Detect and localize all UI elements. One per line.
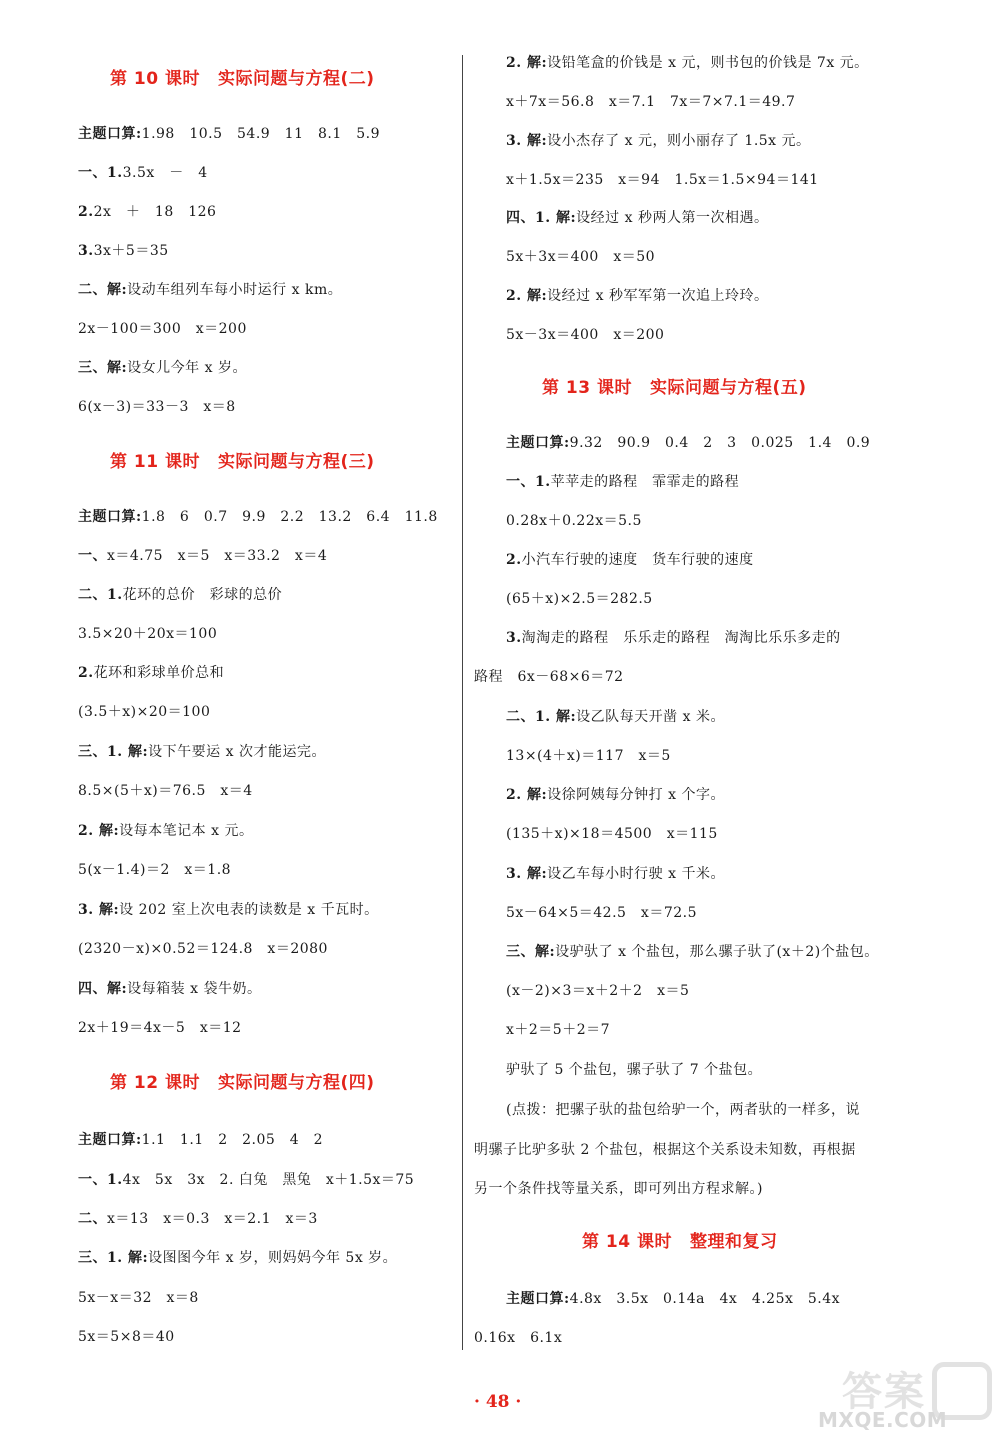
- answer-line: 3. 解:设小杰存了 x 元，则小丽存了 1.5x 元。: [506, 133, 811, 149]
- lesson-number: 第 14 课时: [582, 1232, 672, 1252]
- answer-line: 2. 解:设铅笔盒的价钱是 x 元，则书包的价钱是 7x 元。: [506, 55, 869, 71]
- lesson-topic: 实际问题与方程(二): [218, 69, 375, 89]
- lesson-number: 第 13 课时: [542, 378, 632, 398]
- lesson-topic: 实际问题与方程(四): [218, 1073, 375, 1093]
- answer-line: 5x＝5×8＝40: [78, 1329, 175, 1345]
- answer-line: 2x－100＝300 x＝200: [78, 321, 247, 337]
- answer-line: 二、解:设动车组列车每小时运行 x km。: [78, 282, 343, 298]
- answer-line: 3. 解:设 202 室上次电表的读数是 x 千瓦时。: [78, 902, 379, 918]
- answer-line: 另一个条件找等量关系，即可列出方程求解。): [474, 1181, 763, 1197]
- answer-line: 13×(4＋x)＝117 x＝5: [506, 748, 671, 764]
- answer-line: 2.2x ＋ 18 126: [78, 204, 217, 220]
- answer-line: x＋2＝5＋2＝7: [506, 1022, 611, 1038]
- answer-line: 一、1.4x 5x 3x 2. 白兔 黑兔 x＋1.5x＝75: [78, 1172, 415, 1188]
- lesson-topic: 整理和复习: [690, 1232, 778, 1252]
- lesson-12-title: [110, 1072, 375, 1094]
- answer-line: (点拨：把骡子驮的盐包给驴一个，两者驮的一样多，说: [506, 1102, 860, 1118]
- answer-line: 0.28x＋0.22x＝5.5: [506, 513, 642, 529]
- page-number: · 48 ·: [474, 1392, 522, 1412]
- answer-line: (135＋x)×18＝4500 x＝115: [506, 826, 718, 842]
- answer-line: 一、x＝4.75 x＝5 x＝33.2 x＝4: [78, 548, 328, 564]
- lesson-number: 第 12 课时: [110, 1073, 200, 1093]
- answer-line: 明骡子比驴多驮 2 个盐包，根据这个关系设未知数，再根据: [474, 1142, 856, 1158]
- lesson-11-title: [110, 451, 375, 473]
- answer-line: 主题口算:1.1 1.1 2 2.05 4 2: [78, 1132, 324, 1148]
- answer-line: 三、1. 解:设下午要运 x 次才能运完。: [78, 744, 326, 760]
- watermark-site: MXQE.COM: [818, 1408, 948, 1432]
- answer-line: 2.小汽车行驶的速度 货车行驶的速度: [506, 552, 754, 568]
- answer-line: 三、解:设驴驮了 x 个盐包，那么骡子驮了(x＋2)个盐包。: [506, 944, 879, 960]
- answer-line: 5x＋3x＝400 x＝50: [506, 249, 656, 265]
- answer-line: 2x＋19＝4x－5 x＝12: [78, 1020, 242, 1036]
- answer-line: 6(x－3)＝33－3 x＝8: [78, 399, 236, 415]
- answer-line: 5x－64×5＝42.5 x＝72.5: [506, 905, 697, 921]
- answer-line: 二、1.花环的总价 彩球的总价: [78, 587, 283, 603]
- answer-line: 3. 解:设乙车每小时行驶 x 千米。: [506, 866, 725, 882]
- lesson-number: 第 10 课时: [110, 69, 200, 89]
- answer-line: 二、x＝13 x＝0.3 x＝2.1 x＝3: [78, 1211, 318, 1227]
- answer-line: 8.5×(5＋x)＝76.5 x＝4: [78, 783, 253, 799]
- watermark-logo: 答案: [842, 1369, 926, 1415]
- lesson-topic: 实际问题与方程(三): [218, 452, 375, 472]
- answer-line: x＋7x＝56.8 x＝7.1 7x＝7×7.1＝49.7: [506, 94, 796, 110]
- lesson-number: 第 11 课时: [110, 452, 200, 472]
- answer-line: 2.花环和彩球单价总和: [78, 665, 225, 681]
- answer-line: 主题口算:1.8 6 0.7 9.9 2.2 13.2 6.4 11.8: [78, 509, 438, 525]
- lesson-13-title: [542, 377, 807, 399]
- answer-line: 四、解:设每箱装 x 袋牛奶。: [78, 981, 262, 997]
- page-number-value: 48: [485, 1392, 510, 1412]
- answer-line: 四、1. 解:设经过 x 秒两人第一次相遇。: [506, 210, 769, 226]
- answer-line: 一、1.3.5x － 4: [78, 165, 208, 181]
- answer-line: 主题口算:1.98 10.5 54.9 11 8.1 5.9: [78, 126, 381, 142]
- lesson-10-title: [110, 68, 375, 90]
- answer-line: 3.5×20＋20x＝100: [78, 626, 218, 642]
- answer-line: 3.3x＋5＝35: [78, 243, 169, 259]
- lesson-topic: 实际问题与方程(五): [650, 378, 807, 398]
- answer-line: (65＋x)×2.5＝282.5: [506, 591, 653, 607]
- lesson-14-title: [582, 1231, 778, 1253]
- answer-line: (x－2)×3＝x＋2＋2 x＝5: [506, 983, 690, 999]
- answer-line: 2. 解:设徐阿姨每分钟打 x 个字。: [506, 787, 725, 803]
- answer-line: 主题口算:9.32 90.9 0.4 2 3 0.025 1.4 0.9: [506, 435, 871, 451]
- column-divider: [462, 55, 463, 1350]
- answer-line: 0.16x 6.1x: [474, 1330, 563, 1346]
- answer-line: 驴驮了 5 个盐包，骡子驮了 7 个盐包。: [506, 1062, 763, 1078]
- answer-line: 三、1. 解:设图图今年 x 岁，则妈妈今年 5x 岁。: [78, 1250, 398, 1266]
- answer-line: 三、解:设女儿今年 x 岁。: [78, 360, 247, 376]
- answer-line: 路程 6x－68×6＝72: [474, 669, 624, 685]
- answer-line: x＋1.5x＝235 x＝94 1.5x＝1.5×94＝141: [506, 172, 819, 188]
- answer-line: 二、1. 解:设乙队每天开凿 x 米。: [506, 709, 725, 725]
- answer-line: 2. 解:设每本笔记本 x 元。: [78, 823, 254, 839]
- answer-line: (3.5＋x)×20＝100: [78, 704, 211, 720]
- answer-line: 一、1.苹苹走的路程 霏霏走的路程: [506, 474, 740, 490]
- answer-line: 5x－x＝32 x＝8: [78, 1290, 199, 1306]
- answer-line: 3.淘淘走的路程 乐乐走的路程 淘淘比乐乐多走的: [506, 630, 841, 646]
- answer-line: 5(x－1.4)＝2 x＝1.8: [78, 862, 232, 878]
- answer-line: 主题口算:4.8x 3.5x 0.14a 4x 4.25x 5.4x: [506, 1291, 841, 1307]
- answer-line: 5x－3x＝400 x＝200: [506, 327, 665, 343]
- answer-line: (2320－x)×0.52＝124.8 x＝2080: [78, 941, 328, 957]
- answer-line: 2. 解:设经过 x 秒军军第一次追上玲玲。: [506, 288, 769, 304]
